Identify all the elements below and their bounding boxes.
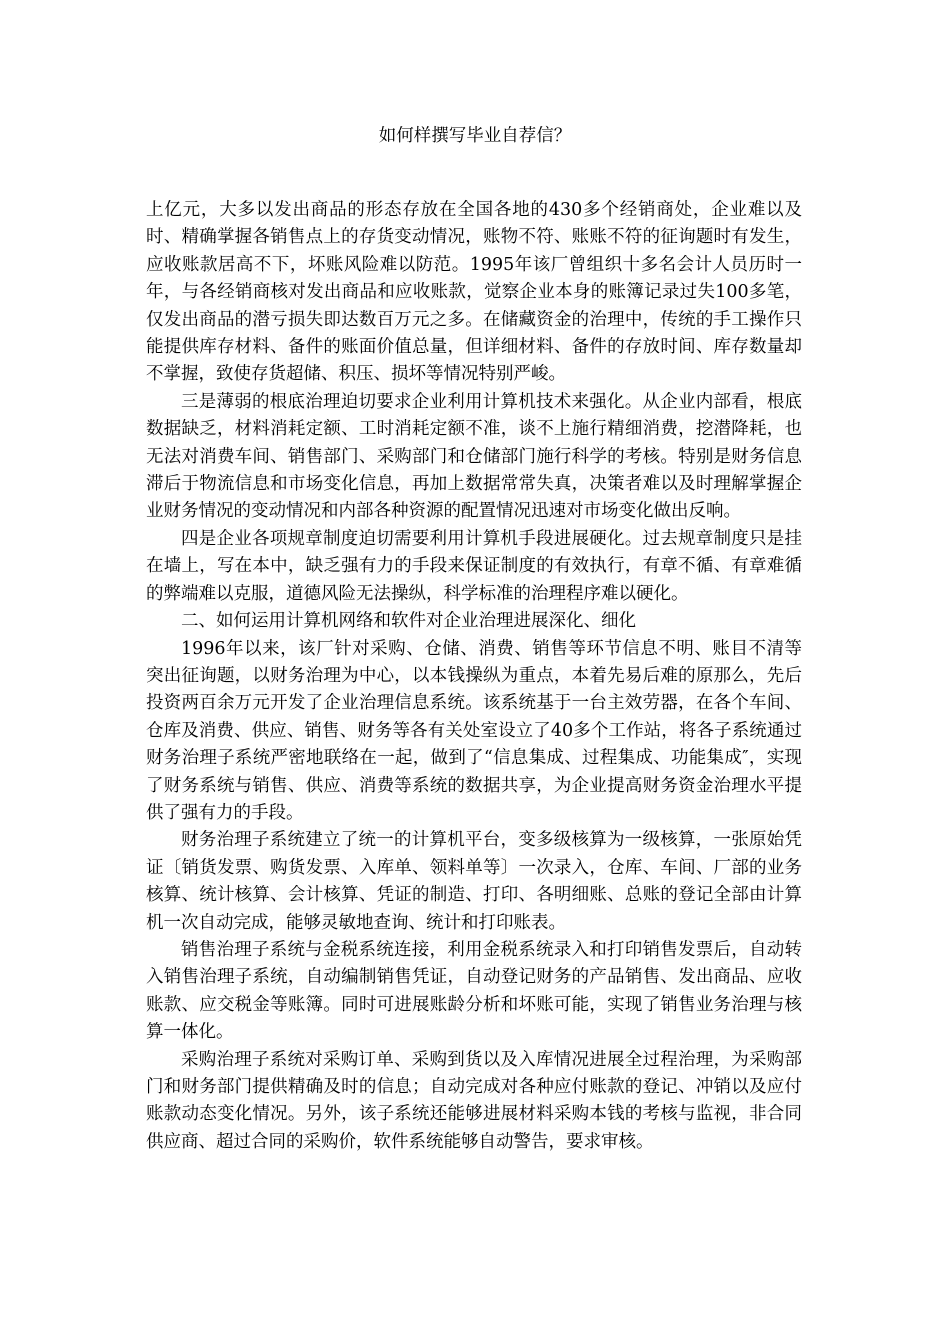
paragraph: 销售治理子系统与金税系统连接，利用金税系统录入和打印销售发票后，自动转入销售治理子系统，自动编制销售凭证，自动登记财务的产品销售、发出商品、应收账款、应交税金等账簿。同时可进展账龄分析和坏账可能，实现了销售业务治理与核算一体化。 [146,939,802,1043]
paragraph: 采购治理子系统对采购订单、采购到货以及入库情况进展全过程治理，为采购部门和财务部门提供精确及时的信息；自动完成对各种应付账款的登记、冲销以及应付账款动态变化情况。另外，该子系统还能够进展材料采购本钱的考核与监视，非合同供应商、超过合同的采购价，软件系统能够自动警告，要求审核。 [146,1049,802,1152]
document-title: 如何样撰写毕业自荐信？ [378,126,572,146]
paragraph: 三是薄弱的根底治理迫切要求企业利用计算机技术来强化。从企业内部看，根底数据缺乏，材料消耗定额、工时消耗定额不准，谈不上施行精细消费，挖潜降耗，也无法对消费车间、销售部门、采购部门和仓储部门施行科学的考核。特别是财务信息滞后于物流信息和市场变化信息，再加上数据常常失真，决策者难以及时理解掌握企业财务情况的变动情况和内部各种资源的配置情况迅速对市场变化做出反响。 [146,391,802,522]
paragraph: 财务治理子系统建立了统一的计算机平台，变多级核算为一级核算，一张原始凭证〔销货发票、购货发票、入库单、领料单等〕一次录入，仓库、车间、厂部的业务核算、统计核算、会计核算、凭证的制造、打印、各明细账、总账的登记全部由计算机一次自动完成，能够灵敏地查询、统计和打印账表。 [146,830,802,933]
paragraph: 四是企业各项规章制度迫切需要利用计算机手段进展硬化。过去规章制度只是挂在墙上，写在本中，缺乏强有力的手段来保证制度的有效执行，有章不循、有章难循的弊端难以克服，道德风险无法操纵，科学标准的治理程序难以硬化。 [146,528,802,604]
paragraph: 1996年以来，该厂针对采购、仓储、消费、销售等环节信息不明、账目不清等突出征询题，以财务治理为中心，以本钱操纵为重点，本着先易后难的原那么，先后投资两百余万元开发了企业治理信息系统。该系统基于一台主效劳器，在各个车间、仓库及消费、供应、销售、财务等各有关处室设立了40多个工作站，将各子系统通过财务治理子系统严密地联络在一起，做到了“信息集成、过程集成、功能集成″，实现了财务系统与销售、供应、消费等系统的数据共享，为企业提高财务资金治理水平提供了强有力的手段。 [146,638,802,823]
section-heading: 二、如何运用计算机网络和软件对企业治理进展深化、细化 [181,611,636,632]
document-body [146,197,802,1156]
paragraph: 上亿元，大多以发出商品的形态存放在全国各地的430多个经销商处，企业难以及时、精确掌握各销售点上的存货变动情况，账物不符、账账不符的征询题时有发生，应收账款居高不下，坏账风险难以防范。1995年该厂曾组织十多名会计人员历时一年，与各经销商核对发出商品和应收账款，觉察企业本身的账簿记录过失100多笔，仅发出商品的潜亏损失即达数百万元之多。在储藏资金的治理中，传统的手工操作只能提供库存材料、备件的账面价值总量，但详细材料、备件的存放时间、库存数量却不掌握，致使存货超储、积压、损坏等情况特别严峻。 [146,200,802,385]
